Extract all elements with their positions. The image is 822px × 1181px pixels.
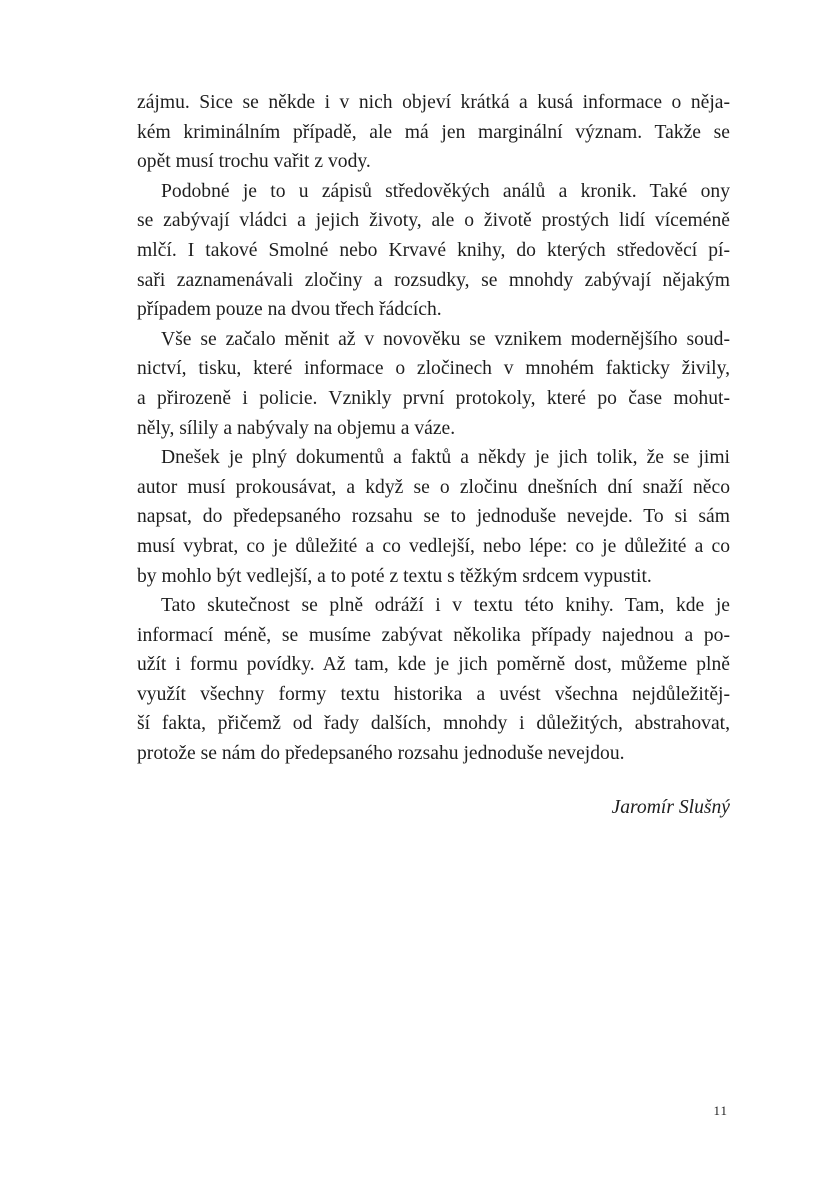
text-line: mlčí. I takové Smolné nebo Krvavé knihy, do kterých středověcí pí- [137,239,730,261]
text-line: Dnešek je plný dokumentů a faktů a někdy je jich tolik, že se jimi [161,447,730,469]
text-line: případem pouze na dvou třech řádcích. [137,299,442,321]
text-line: užít i formu povídky. Až tam, kde je jich poměrně dost, můžeme plně [137,654,730,676]
text-line: musí vybrat, co je důležité a co vedlejší, nebo lépe: co je důležité a co [137,535,730,557]
text-line: opět musí trochu vařit z vody. [137,151,371,173]
text-line: Podobné je to u zápisů středověkých análů a kronik. Také ony [161,180,730,202]
page-number: 11 [713,1103,728,1118]
text-line: informací méně, se musíme zabývat několika případy najednou a po- [137,624,730,646]
text-line: využít všechny formy textu historika a uvést všechna nejdůležitěj- [137,683,730,705]
author-signature: Jaromír Slušný [611,797,730,818]
text-line: autor musí prokousávat, a když se o zločinu dnešních dní snaží něco [137,476,730,498]
text-line: Tato skutečnost se plně odráží i v textu této knihy. Tam, kde je [161,595,730,617]
text-line: by mohlo být vedlejší, a to poté z textu s těžkým srdcem vypustit. [137,565,652,587]
text-line: saři zaznamenávali zločiny a rozsudky, se mnohdy zabývají nějakým [137,269,730,291]
text-line: napsat, do předepsaného rozsahu se to jednoduše nevejde. To si sám [137,506,730,528]
text-line: protože se nám do předepsaného rozsahu jednoduše nevejdou. [137,743,625,765]
text-line: zájmu. Sice se někde i v nich objeví krátká a kusá informace o něja- [137,92,730,113]
text-line: a přirozeně i policie. Vznikly první protokoly, které po čase mohut- [137,387,730,409]
text-line: něly, sílily a nabývaly na objemu a váze. [137,417,456,439]
text-line: se zabývají vládci a jejich životy, ale o životě prostých lidí víceméně [137,210,730,232]
text-line: Vše se začalo měnit až v novověku se vznikem modernějšího soud- [161,328,730,350]
text-line: ší fakta, přičemž od řady dalších, mnohdy i důležitých, abstrahovat, [137,713,730,735]
text-line: nictví, tisku, které informace o zločinech v mnohém fakticky živily, [137,358,730,380]
body-text [137,88,730,769]
text-line: kém kriminálním případě, ale má jen marginální význam. Takže se [137,121,730,143]
